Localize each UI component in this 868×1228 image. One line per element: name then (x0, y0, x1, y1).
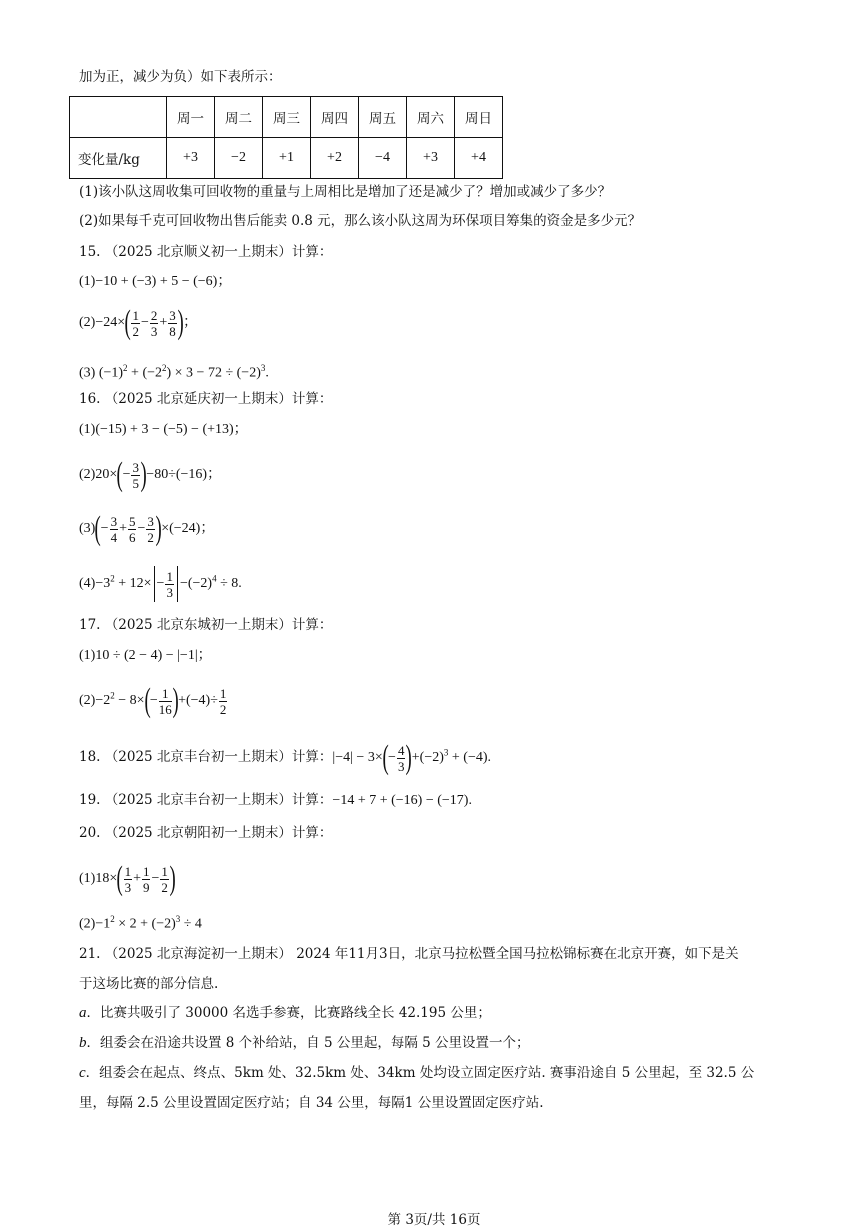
table-value-cell: +4 (455, 138, 503, 179)
table-header-cell: 周日 (455, 97, 503, 138)
table-value-cell: +3 (407, 138, 455, 179)
table-value-cell: +3 (167, 138, 215, 179)
table-value-cell: +1 (263, 138, 311, 179)
table-header-cell: 周五 (359, 97, 407, 138)
q21-item-a: a．比赛共吸引了 30000 名选手参赛，比赛路线全长 42.195 公里； (79, 1005, 491, 1021)
page-footer: 第 3页/共 16页 (387, 1212, 481, 1228)
table-header-cell: 周四 (311, 97, 359, 138)
table-header-cell: 周一 (167, 97, 215, 138)
q19: 19. （2025 北京丰台初一上期末）计算：−14 + 7 + (−16) − (−17). (79, 792, 472, 808)
q15-item3: (3) $(-1)^2 + (-2^2) \times 3 - 72 \div (-2)^3$. (79, 363, 269, 381)
table-header-cell: 周三 (263, 97, 311, 138)
q21-line2: 于这场比赛的部分信息. (79, 976, 219, 992)
q18-heading: 18. （2025 北京丰台初一上期末）计算： (79, 749, 333, 766)
table-value-cell: −2 (215, 138, 263, 179)
q20-item2: $(2)-1^2 \times 2 + (-2)^3 \div 4$ (79, 914, 202, 932)
q16-heading: 16. （2025 北京延庆初一上期末）计算： (79, 391, 333, 407)
q17-heading: 17. （2025 北京东城初一上期末）计算： (79, 617, 333, 633)
q21-item-c-line2: 里，每隔 2.5 公里设置固定医疗站；自 34 公里，每隔1 公里设置固定医疗站. (79, 1095, 544, 1111)
table-value-row (70, 138, 503, 179)
table-header-cell: 周二 (215, 97, 263, 138)
q17-item1: (1)10 ÷ (2 − 4) − |−1|； (79, 648, 212, 663)
table-header-cell: 周六 (407, 97, 455, 138)
q15-item1: (1)−10 + (−3) + 5 − (−6)； (79, 274, 232, 289)
table-corner-cell (70, 97, 167, 138)
q19-heading: 19. （2025 北京丰台初一上期末）计算： (79, 792, 333, 808)
q16-item2: (2)20×(− $\frac{3}{5}$ )−80÷(−16)； (79, 456, 222, 493)
table-value-cell: +2 (311, 138, 359, 179)
q21-item-c-line1: c．组委会在起点、终点、5km 处、32.5km 处、34km 处均设立固定医疗站. 赛事沿途自 5 公里起，至 32.5 公 (79, 1065, 755, 1081)
q16-item4: $(4)-3^2 + 12\times$ − $\frac{1}{3}$ $-(-2)^4 \div 8$. (79, 566, 242, 602)
change-table (69, 96, 503, 179)
q20-item1: (1)18×( $\frac{1}{3}$ + $\frac{1}{9}$ − $\frac{1}{2}$ ) (79, 860, 176, 897)
q18: 18. （2025 北京丰台初一上期末）计算：|−4| − 3×(− $\frac{4}{3}$ )$+(-2)^3 + (-4)$. (79, 739, 492, 776)
table-row-label: 变化量/kg (70, 138, 167, 179)
q15-heading: 15. （2025 北京顺义初一上期末）计算： (79, 244, 333, 260)
table-header-row (70, 97, 503, 138)
q21-item-b: b．组委会在沿途共设置 8 个补给站，自 5 公里起，每隔 5 公里设置一个； (79, 1035, 530, 1051)
table-value-cell: −4 (359, 138, 407, 179)
q14-part2: (2)如果每千克可回收物出售后能卖 0.8 元，那么该小队这周为环保项目筹集的资金是多少元？ (79, 213, 642, 229)
q14-part1: (1)该小队这周收集可回收物的重量与上周相比是增加了还是减少了？增加或减少了多少？ (79, 184, 612, 200)
q16-item1: (1)(−15) + 3 − (−5) − (+13)； (79, 422, 248, 437)
q20-heading: 20. （2025 北京朝阳初一上期末）计算： (79, 825, 333, 841)
intro-text: 加为正，减少为负）如下表所示： (79, 69, 282, 85)
q17-item2: $(2)-2^2 - 8\times(-$ $\frac{1}{16}$ )+(−4)÷ $\frac{1}{2}$ (79, 682, 227, 719)
q15-item2: (2)−24×( $\frac{1}{2}$ − $\frac{2}{3}$ + $\frac{3}{8}$ )； (79, 304, 198, 341)
q16-item3: (3)(− $\frac{3}{4}$ + $\frac{5}{6}$ − $\frac{3}{2}$ )×(−24)； (79, 510, 215, 547)
q21-line1: 21. （2025 北京海淀初一上期末） 2024 年11月3日，北京马拉松暨全国马拉松锦标赛在北京开赛，如下是关 (79, 946, 739, 962)
